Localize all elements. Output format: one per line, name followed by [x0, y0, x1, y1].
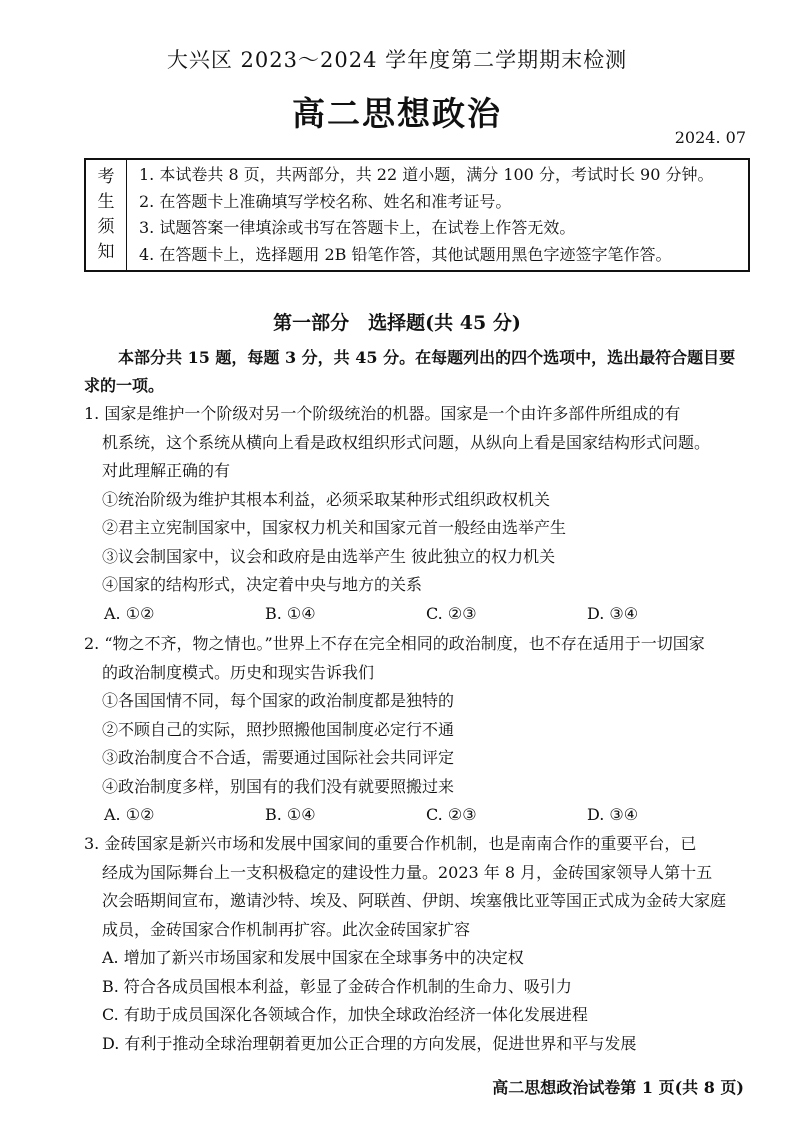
notice-list	[127, 160, 748, 270]
notice-label-char: 考	[97, 167, 115, 187]
question-stem-line: 对此理解正确的有	[102, 461, 231, 480]
answer-options	[84, 600, 784, 629]
statement-item: ①各国国情不同，每个国家的政治制度都是独特的	[102, 691, 455, 710]
notice-item: 3. 试题答案一律填涂或书写在答题卡上，在试卷上作答无效。	[139, 218, 576, 237]
question-1	[84, 400, 784, 628]
statement-item: ③议会制国家中，议会和政府是由选举产生 彼此独立的权力机关	[102, 546, 556, 566]
option-b: B. 符合各成员国根本利益，彰显了金砖合作机制的生命力、吸引力	[102, 976, 572, 996]
exam-date: 2024. 07	[674, 128, 746, 147]
question-stem-line: 3. 金砖国家是新兴市场和发展中国家间的重要合作机制，也是南南合作的重要平台，已	[84, 834, 697, 853]
statement-item: ④国家的结构形式，决定着中央与地方的关系	[102, 575, 423, 594]
intro-line: 求的一项。	[84, 376, 165, 395]
question-2	[84, 630, 784, 830]
page-footer: 高二思想政治试卷第 1 页(共 8 页)	[492, 1078, 744, 1097]
option-c: C. ②③	[426, 805, 477, 824]
option-c: C. ②③	[426, 603, 477, 623]
option-c: C. 有助于成员国深化各领域合作，加快全球政治经济一体化发展进程	[102, 1005, 588, 1024]
notice-label	[86, 160, 127, 270]
intro-line: 本部分共 15 题，每题 3 分，共 45 分。在每题列出的四个选项中，选出最符合题目要	[118, 348, 736, 367]
statement-item: ③政治制度合不合适，需要通过国际社会共同评定	[102, 748, 455, 767]
option-a: A. ①②	[104, 805, 155, 824]
option-a: A. ①②	[104, 603, 155, 623]
statement-item: ②君主立宪制国家中，国家权力机关和国家元首一般经由选举产生	[102, 518, 567, 537]
option-d: D. ③④	[587, 805, 639, 824]
statement-item: ①统治阶级为维护其根本利益，必须采取某种形式组织政权机关	[102, 489, 551, 509]
statement-item: ②不顾自己的实际，照抄照搬他国制度必定行不通	[102, 719, 455, 739]
notice-item: 2. 在答题卡上准确填写学校名称、姓名和准考证号。	[139, 191, 512, 211]
notice-label-char: 须	[97, 217, 115, 237]
notice-item: 4. 在答题卡上，选择题用 2B 铅笔作答，其他试题用黑色字迹签字笔作答。	[139, 244, 672, 264]
exam-header: 大兴区 2023～2024 学年度第二学期期末检测	[166, 48, 628, 72]
question-stem-line: 的政治制度模式。历史和现实告诉我们	[102, 662, 375, 682]
question-3	[84, 830, 784, 1058]
notice-label-char: 生	[97, 192, 115, 212]
option-b: B. ①④	[265, 603, 316, 623]
answer-options	[84, 801, 784, 830]
option-d: D. 有利于推动全球治理朝着更加公正合理的方向发展，促进世界和平与发展	[102, 1033, 637, 1053]
section-title: 第一部分 选择题(共 45 分)	[273, 312, 521, 334]
statement-item: ④政治制度多样，别国有的我们没有就要照搬过来	[102, 776, 455, 796]
question-stem-line: 2. “物之不齐，物之情也。”世界上不存在完全相同的政治制度，也不存在适用于一切国家	[84, 634, 705, 653]
option-d: D. ③④	[587, 603, 639, 623]
notice-item: 1. 本试卷共 8 页，共两部分，共 22 道小题，满分 100 分，考试时长 90 分钟。	[139, 165, 714, 184]
section-intro	[84, 344, 784, 400]
question-stem-line: 机系统，这个系统从横向上看是政权组织形式问题，从纵向上看是国家结构形式问题。	[102, 432, 711, 452]
question-stem-line: 1. 国家是维护一个阶级对另一个阶级统治的机器。国家是一个由许多部件所组成的有	[84, 404, 681, 423]
page-title: 高二思想政治	[292, 94, 502, 133]
question-stem-line: 次会晤期间宣布，邀请沙特、埃及、阿联酋、伊朗、埃塞俄比亚等国正式成为金砖大家庭	[102, 891, 727, 910]
option-b: B. ①④	[265, 805, 316, 824]
option-a: A. 增加了新兴市场国家和发展中国家在全球事务中的决定权	[102, 948, 524, 967]
question-stem-line: 经成为国际舞台上一支积极稳定的建设性力量。2023 年 8 月，金砖国家领导人第十五	[102, 862, 713, 882]
candidate-notice-box	[84, 158, 750, 272]
question-stem-line: 成员，金砖国家合作机制再扩容。此次金砖国家扩容	[102, 919, 471, 939]
notice-label-char: 知	[97, 242, 115, 262]
